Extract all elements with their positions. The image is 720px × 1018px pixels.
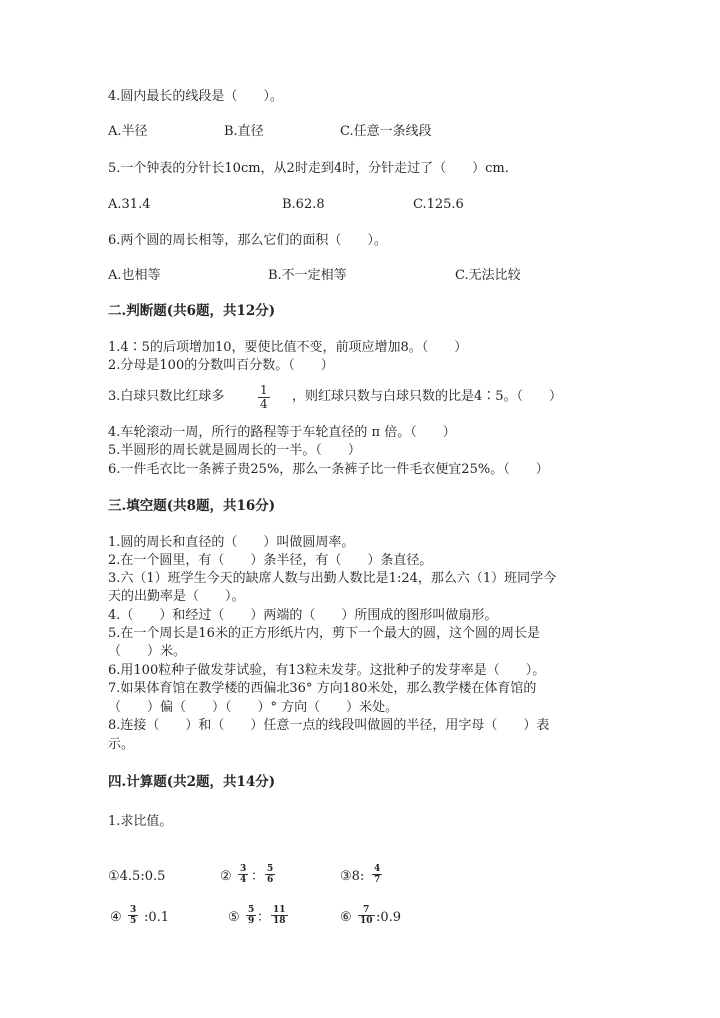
calc-problem-5-label: ⑤ [228, 910, 240, 925]
fraction-denominator: 18 [273, 916, 286, 926]
fraction-numerator: 1 [260, 383, 268, 397]
calc-problem-3-label: ③8: [340, 869, 365, 884]
calc-question-1: 1.求比值。 [108, 814, 173, 829]
fill-line-7: （ ）米。 [108, 644, 187, 659]
q5-option-b: B.62.8 [282, 197, 325, 212]
calc-problem-4-label: ④ [110, 910, 122, 925]
fraction-denominator: 6 [267, 875, 274, 885]
q4-option-b: B.直径 [224, 124, 264, 139]
judge-item-2: 2.分母是100的分数叫百分数。（ ） [108, 358, 334, 373]
calc-problem-6-label: ⑥ [340, 910, 352, 925]
fill-line-8: 6.用100粒种子做发芽试验，有13粒未发芽。这批种子的发芽率是（ ）。 [108, 663, 546, 678]
calc-p2-colon: ： [251, 869, 265, 884]
judge-item-4: 4.车轮滚动一周，所行的路程等于车轮直径的 π 倍。（ ） [108, 425, 456, 440]
fill-line-5: 4.（ ）和经过（ ）两端的（ ）所围成的图形叫做扇形。 [108, 608, 498, 623]
fraction-denominator: 4 [240, 875, 247, 885]
calc-p2-fraction-b [265, 864, 275, 885]
calc-problem-1: ①4.5:0.5 [108, 869, 166, 884]
calc-p6-fraction [358, 905, 375, 926]
fill-line-9: 7.如果体育馆在教学楼的西偏北36° 方向180米处，那么教学楼在体育馆的 [108, 681, 537, 696]
fraction-numerator: 3 [130, 905, 137, 915]
fraction [258, 384, 270, 411]
fraction-numerator: 5 [267, 864, 274, 874]
judge-item-6: 6.一件毛衣比一条裤子贵25%，那么一条裤子比一件毛衣便宜25%。（ ） [108, 462, 549, 477]
calc-p5-fraction-a [246, 905, 256, 926]
fraction-denominator: 7 [374, 875, 381, 885]
calc-p5-colon: ： [257, 910, 271, 925]
fraction-numerator: 7 [363, 905, 370, 915]
calc-problem-2-label: ② [220, 869, 232, 884]
fill-line-10: （ ）偏（ ）（ ）° 方向（ ）米处。 [108, 700, 399, 715]
section-title-fill: 三.填空题(共8题，共16分) [108, 498, 276, 514]
judge-item-5: 5.半圆形的周长就是圆周长的一半。（ ） [108, 443, 361, 458]
fraction-numerator: 4 [374, 864, 381, 874]
q6-option-a: A.也相等 [108, 268, 161, 283]
calc-p4-fraction [128, 905, 138, 926]
q4-option-a: A.半径 [108, 124, 148, 139]
judge-item-3-part1: 3.白球只数比红球多 [108, 389, 225, 404]
section-title-calc: 四.计算题(共2题，共14分) [108, 774, 276, 790]
fraction-numerator: 11 [273, 905, 286, 915]
q6-option-c: C.无法比较 [455, 268, 521, 283]
fill-line-3: 3.六（1）班学生今天的缺席人数与出勤人数比是1:24，那么六（1）班同学今 [108, 571, 557, 586]
fraction-numerator: 3 [240, 864, 247, 874]
calc-p2-fraction-a [238, 864, 248, 885]
judge-item-3-part2: ，则红球只数与白球只数的比是4∶5。（ ） [292, 389, 563, 404]
q6-option-b: B.不一定相等 [268, 268, 347, 283]
question-5: 5.一个钟表的分针长10cm，从2时走到4时，分针走过了（ ）cm. [108, 161, 509, 176]
fill-line-11: 8.连接（ ）和（ ）任意一点的线段叫做圆的半径，用字母（ ）表 [108, 718, 550, 733]
section-title-judge: 二.判断题(共6题，共12分) [108, 303, 276, 319]
calc-p4-rest: :0.1 [144, 910, 170, 925]
fraction-denominator: 9 [248, 916, 255, 926]
fraction-numerator: 5 [248, 905, 255, 915]
fraction-denominator: 5 [130, 916, 137, 926]
calc-p3-fraction [372, 864, 382, 885]
fill-line-2: 2.在一个圆里，有（ ）条半径，有（ ）条直径。 [108, 553, 433, 568]
calc-p5-fraction-b [271, 905, 288, 926]
fill-line-12: 示。 [108, 737, 135, 752]
fill-line-4: 天的出勤率是（ ）。 [108, 589, 245, 604]
q4-option-c: C.任意一条线段 [340, 124, 432, 139]
fill-line-6: 5.在一个周长是16米的正方形纸片内，剪下一个最大的圆，这个圆的周长是 [108, 626, 540, 641]
q5-option-c: C.125.6 [413, 197, 464, 212]
q5-option-a: A.31.4 [108, 197, 151, 212]
judge-item-1: 1.4∶5的后项增加10，要使比值不变，前项应增加8。（ ） [108, 340, 468, 355]
fill-line-1: 1.圆的周长和直径的（ ）叫做圆周率。 [108, 535, 355, 550]
fraction-denominator: 4 [260, 397, 268, 411]
calc-p6-rest: :0.9 [376, 910, 402, 925]
fraction-denominator: 10 [360, 916, 373, 926]
question-4: 4.圆内最长的线段是（ ）。 [108, 89, 283, 104]
question-6: 6.两个圆的周长相等，那么它们的面积（ ）。 [108, 233, 387, 248]
